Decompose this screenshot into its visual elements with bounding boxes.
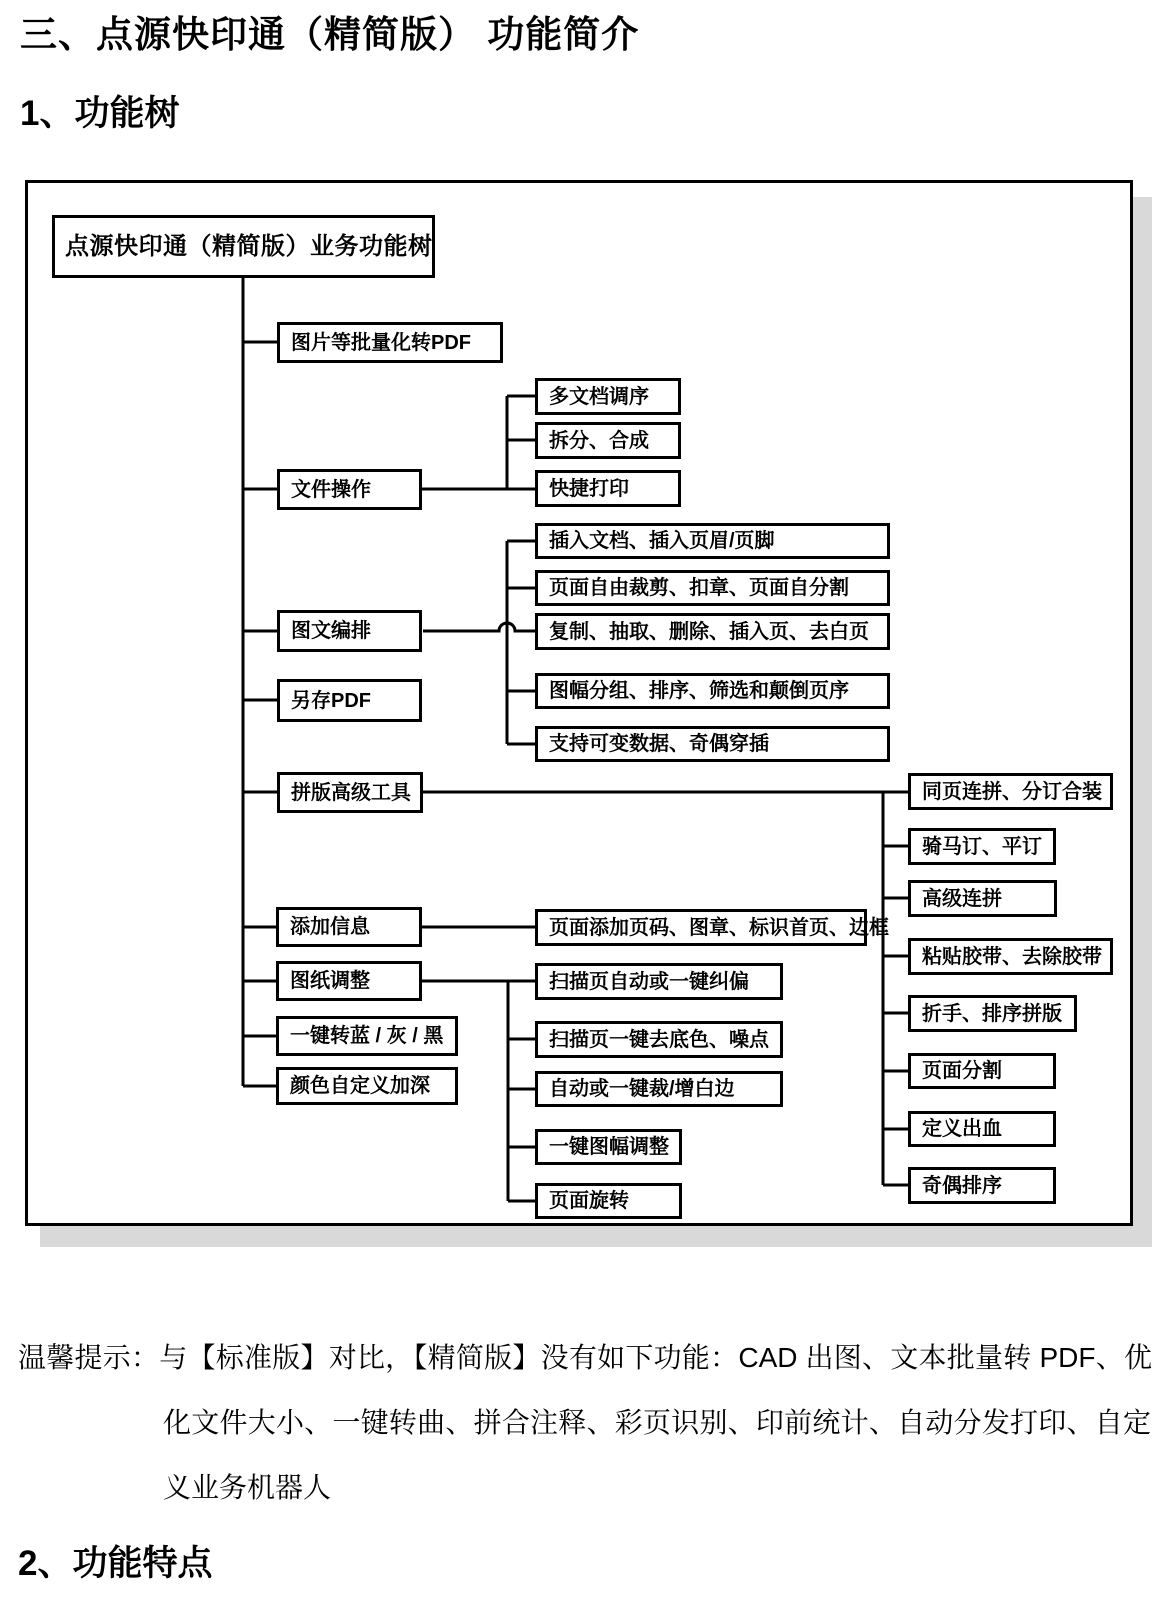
tree-node: 同页连拼、分订合装 <box>908 773 1113 810</box>
tree-node: 添加信息 <box>276 907 422 947</box>
tree-node: 拼版高级工具 <box>277 772 423 813</box>
tree-node: 图纸调整 <box>276 961 422 1001</box>
tree-node: 复制、抽取、删除、插入页、去白页 <box>535 613 890 650</box>
tree-node: 图幅分组、排序、筛选和颠倒页序 <box>535 673 890 709</box>
tree-node: 一键转蓝 / 灰 / 黑 <box>276 1016 458 1056</box>
section-heading-function-features: 2、功能特点 <box>18 1544 213 1583</box>
tree-root-node: 点源快印通（精简版）业务功能树 <box>52 215 435 278</box>
section-heading-function-tree: 1、功能树 <box>20 94 180 133</box>
tree-node: 多文档调序 <box>535 378 681 415</box>
tree-node: 粘贴胶带、去除胶带 <box>908 938 1113 975</box>
tree-node: 定义出血 <box>908 1111 1056 1147</box>
tree-node: 文件操作 <box>277 469 422 510</box>
tree-node: 颜色自定义加深 <box>276 1067 458 1105</box>
tree-node: 支持可变数据、奇偶穿插 <box>535 726 890 762</box>
tree-node: 一键图幅调整 <box>535 1129 682 1165</box>
tree-node: 自动或一键裁/增白边 <box>535 1071 783 1107</box>
tree-node: 骑马订、平订 <box>908 828 1056 865</box>
tree-node: 页面自由裁剪、扣章、页面自分割 <box>535 570 890 606</box>
tree-node: 扫描页自动或一键纠偏 <box>535 963 783 1000</box>
tree-node: 页面分割 <box>908 1053 1056 1089</box>
tree-node: 拆分、合成 <box>535 422 681 459</box>
tree-node: 图文编排 <box>277 610 422 652</box>
tree-node: 奇偶排序 <box>908 1167 1056 1204</box>
note-line-1: 温馨提示：与【标准版】对比，【精简版】没有如下功能：CAD 出图、文本批量转 PDF、优 <box>18 1342 1152 1373</box>
tree-node: 折手、排序拼版 <box>908 995 1077 1032</box>
tree-node: 快捷打印 <box>535 470 681 507</box>
tree-node: 另存PDF <box>277 679 422 722</box>
tree-node: 插入文档、插入页眉/页脚 <box>535 523 890 559</box>
page-title: 三、点源快印通（精简版） 功能简介 <box>20 14 640 55</box>
note-line-3: 义业务机器人 <box>163 1472 332 1503</box>
tree-node: 图片等批量化转PDF <box>277 322 503 363</box>
tree-node: 页面添加页码、图章、标识首页、边框 <box>535 909 867 946</box>
tree-node: 页面旋转 <box>535 1183 682 1219</box>
note-line-2: 化文件大小、一键转曲、拼合注释、彩页识别、印前统计、自动分发打印、自定 <box>163 1407 1151 1438</box>
tree-node: 扫描页一键去底色、噪点 <box>535 1021 783 1058</box>
tree-node: 高级连拼 <box>908 880 1057 917</box>
